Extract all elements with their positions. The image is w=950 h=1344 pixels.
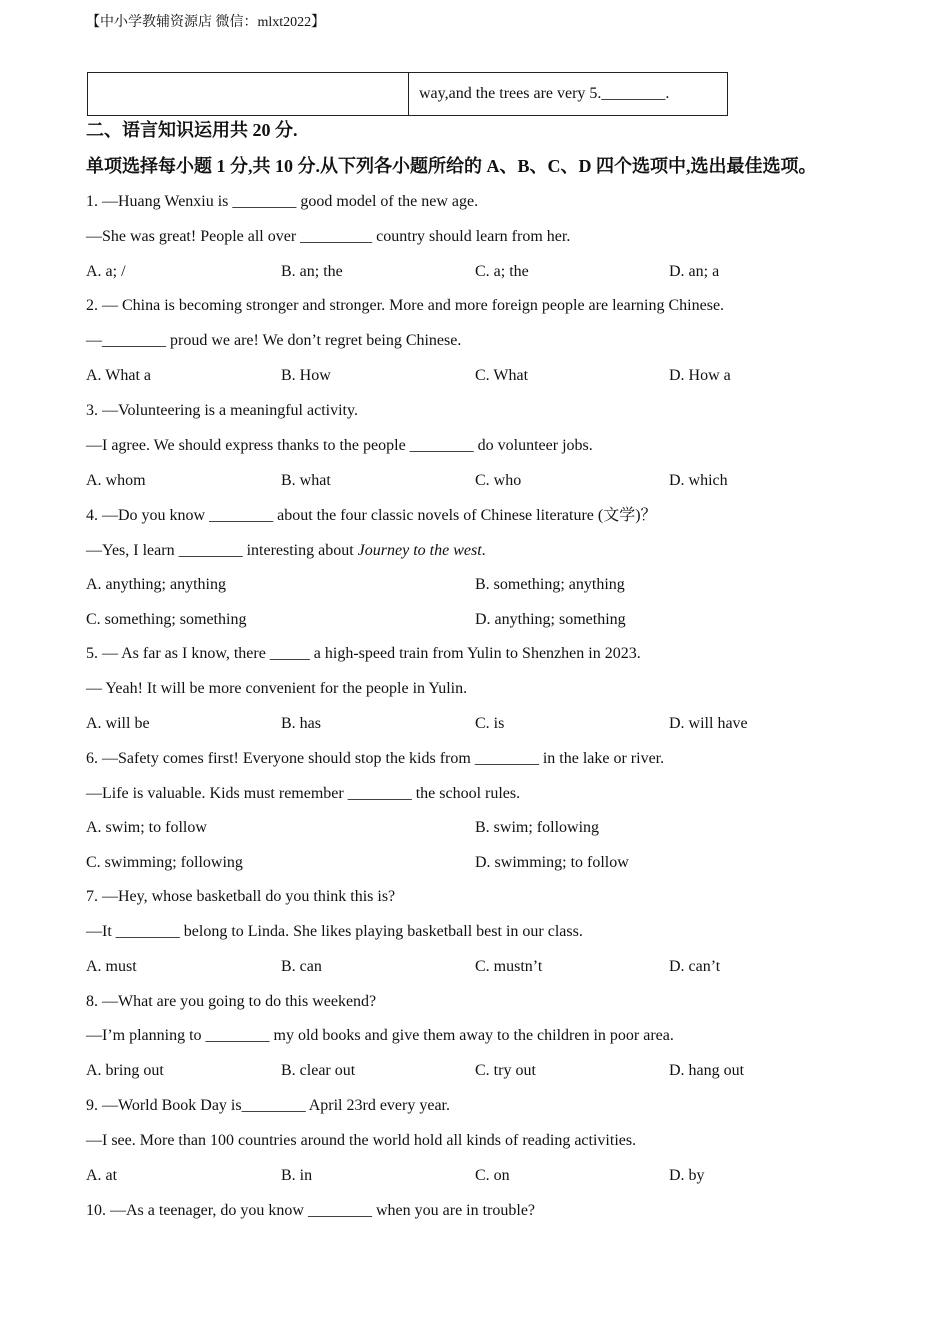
- option-7d[interactable]: D. can’t: [669, 958, 721, 975]
- option-6c[interactable]: C. swimming; following: [86, 854, 243, 871]
- option-3b[interactable]: B. what: [281, 472, 331, 489]
- question-7: 7. —Hey, whose basketball do you think this is?: [86, 888, 396, 905]
- question-4: 4. —Do you know ________ about the four classic novels of Chinese literature (文学)？: [86, 507, 657, 524]
- option-1a[interactable]: A. a; /: [86, 263, 126, 280]
- option-8b[interactable]: B. clear out: [281, 1062, 356, 1079]
- answer-line-7: —It ________ belong to Linda. She likes playing basketball best in our class.: [86, 923, 583, 940]
- question-9: 9. —World Book Day is________ April 23rd every year.: [86, 1097, 450, 1114]
- option-4d[interactable]: D. anything; something: [475, 611, 626, 628]
- question-8: 8. —What are you going to do this weekend?: [86, 993, 377, 1010]
- option-5b[interactable]: B. has: [281, 715, 321, 732]
- option-2a[interactable]: A. What a: [86, 367, 152, 384]
- option-1c[interactable]: C. a; the: [475, 263, 529, 280]
- section-title: 二、语言知识运用共 20 分.: [86, 120, 298, 140]
- table-row: [88, 73, 728, 116]
- option-6b[interactable]: B. swim; following: [475, 819, 600, 836]
- answer-line-4: [86, 540, 486, 562]
- answer-line-2: —________ proud we are! We don’t regret being Chinese.: [86, 332, 462, 349]
- option-4c[interactable]: C. something; something: [86, 611, 247, 628]
- question-5: 5. — As far as I know, there _____ a high-speed train from Yulin to Shenzhen in 2023.: [86, 645, 641, 662]
- option-9d[interactable]: D. by: [669, 1167, 705, 1184]
- option-2d[interactable]: D. How a: [669, 367, 731, 384]
- option-9a[interactable]: A. at: [86, 1167, 118, 1184]
- option-7c[interactable]: C. mustn’t: [475, 958, 543, 975]
- question-1: 1. —Huang Wenxiu is ________ good model of the new age.: [86, 193, 479, 210]
- question-3: 3. —Volunteering is a meaningful activity.: [86, 402, 358, 419]
- answer-line-6: —Life is valuable. Kids must remember ________ the school rules.: [86, 785, 521, 802]
- book-title: Journey to the west: [357, 542, 482, 559]
- option-5d[interactable]: D. will have: [669, 715, 748, 732]
- option-2c[interactable]: C. What: [475, 367, 529, 384]
- option-9c[interactable]: C. on: [475, 1167, 510, 1184]
- answer-table: [87, 72, 728, 116]
- question-2: 2. — China is becoming stronger and stronger. More and more foreign people are learning Chinese.: [86, 297, 725, 314]
- option-5c[interactable]: C. is: [475, 715, 505, 732]
- answer-line-1: —She was great! People all over _________ country should learn from her.: [86, 228, 571, 245]
- option-6d[interactable]: D. swimming; to follow: [475, 854, 629, 871]
- answer-line-8: —I’m planning to ________ my old books and give them away to the children in poor area.: [86, 1027, 674, 1044]
- option-7a[interactable]: A. must: [86, 958, 137, 975]
- question-6: 6. —Safety comes first! Everyone should stop the kids from ________ in the lake or river.: [86, 750, 665, 767]
- answer-line-3: —I agree. We should express thanks to the people ________ do volunteer jobs.: [86, 437, 593, 454]
- answer-line-9: —I see. More than 100 countries around the world hold all kinds of reading activities.: [86, 1132, 637, 1149]
- option-2b[interactable]: B. How: [281, 367, 331, 384]
- header-note: 【中小学教辅资源店 微信：mlxt2022】: [86, 15, 326, 30]
- option-4a[interactable]: A. anything; anything: [86, 576, 226, 593]
- option-8a[interactable]: A. bring out: [86, 1062, 164, 1079]
- option-8d[interactable]: D. hang out: [669, 1062, 745, 1079]
- option-7b[interactable]: B. can: [281, 958, 322, 975]
- option-1b[interactable]: B. an; the: [281, 263, 343, 280]
- option-3d[interactable]: D. which: [669, 472, 728, 489]
- question-10: 10. —As a teenager, do you know ________ when you are in trouble?: [86, 1202, 536, 1219]
- option-5a[interactable]: A. will be: [86, 715, 150, 732]
- option-4b[interactable]: B. something; anything: [475, 576, 625, 593]
- option-1d[interactable]: D. an; a: [669, 263, 720, 280]
- option-9b[interactable]: B. in: [281, 1167, 313, 1184]
- option-3a[interactable]: A. whom: [86, 472, 146, 489]
- table-cell-left: [88, 73, 409, 116]
- answer-line-4-end: .: [481, 542, 486, 559]
- answer-line-5: — Yeah! It will be more convenient for the people in Yulin.: [86, 680, 468, 697]
- instruction: 单项选择每小题 1 分,共 10 分.从下列各小题所给的 A、B、C、D 四个选项中,选出最佳选项。: [86, 156, 817, 176]
- option-8c[interactable]: C. try out: [475, 1062, 536, 1079]
- answer-line-4-text: —Yes, I learn ________ interesting about: [86, 542, 358, 559]
- option-3c[interactable]: C. who: [475, 472, 522, 489]
- table-cell-right: way,and the trees are very 5.________.: [409, 73, 728, 116]
- option-6a[interactable]: A. swim; to follow: [86, 819, 207, 836]
